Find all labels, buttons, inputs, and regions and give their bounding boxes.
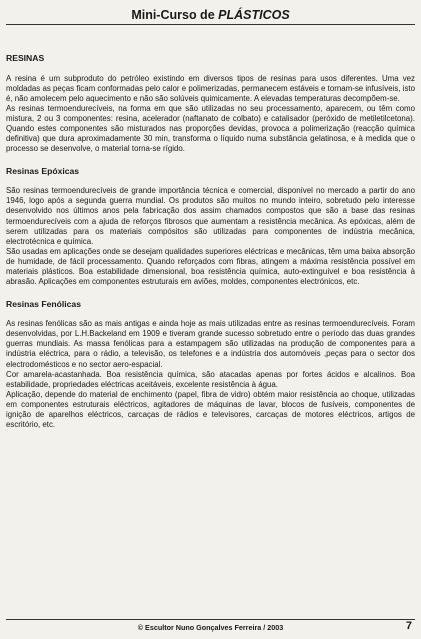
paragraph: As resinas fenólicas são as mais antigas e ainda hoje as mais utilizadas entre as resinas termoendurecíveis. Foram desenvolvidas, por L.H.Backeland em 1909 e tiveram grande sucesso sobretudo entre o período das duas grandes guerras mundiais. As massa fenólicas para a estampagem são utilizadas na produção de componentes para a indústria eléctrica, para o rádio, a televisão, os telefones e a indústria dos automóveis ,peças para o sector dos electrodomésticos e no sector aero-espacial. bbox=[6, 319, 415, 369]
paragraph: São resinas termoendurecíveis de grande importância técnica e comercial, disponível no mercado a partir do ano 1946, logo após a segunda guerra mundial. Os produtos são muitos no mundo inteiro, sobretudo pelo interesse desenvolvido nos últimos anos pela fabricação dos assim chamados compostos que são a base das resinas termoendurecíveis com a ajuda de reforços fibrosos que aumentam a resistência mecânica. As epóxicas, além de serem utilizadas para os materiais compósitos são utilizadas para componentes de indústria mecânica, electrotécnica e química. bbox=[6, 186, 415, 246]
paragraph: São usadas em aplicações onde se desejam qualidades superiores eléctricas e mecânicas, têm uma baixa absorção de humidade, de fácil processamento. Quando reforçados com fibras, atingem a máxima resistência possível em materiais plásticos. Boa estabilidade dimensional, boa resistência química, auto-extinguível e boa resistência à abrasão. Aplicações em componentes estruturais em aviões, moldes, componentes electrónicos, etc. bbox=[6, 246, 415, 286]
section-resinas bbox=[6, 53, 415, 154]
header-rule bbox=[6, 24, 415, 25]
section-resinas-fenolicas bbox=[6, 299, 415, 430]
footer-rule bbox=[6, 619, 415, 620]
header-title-prefix: Mini-Curso de bbox=[131, 8, 219, 22]
section-heading: RESINAS bbox=[6, 53, 45, 63]
header-title-emphasis: PLÁSTICOS bbox=[218, 8, 290, 22]
section-resinas-epoxicas bbox=[6, 166, 415, 287]
paragraph: Cor amarela-acastanhada. Boa resistência química, são atacadas apenas por fortes ácidos e alcalinos. Boa estabilidade, propriedades eléctricas aceitáveis, excelente resistência à água. bbox=[6, 369, 415, 389]
page-header bbox=[0, 8, 421, 22]
section-heading: Resinas Fenólicas bbox=[6, 298, 81, 309]
document-body bbox=[6, 53, 415, 430]
page-number: 7 bbox=[405, 620, 412, 632]
paragraph: A resina é um subproduto do petróleo existindo em diversos tipos de resinas para usos diferentes. Uma vez moldadas as peças ficam conformadas pelo calor e polimerizadas, permanecem estáveis e tornam-se infusíveis, isto é, não amolecem pelo aquecimento e não são solúveis quimicamente. A elevadas temperaturas decompõem-se. bbox=[6, 73, 415, 103]
paragraph: Aplicação, depende do material de enchimento (papel, fibra de vidro) obtém maior resistência ao choque, utilizadas em componentes estruturais eléctricos, agitadores de máquinas de lavar, blocos de fusíveis, componentes de ignição de aparelhos eléctricos, carcaças de rádios e televisores, carcaças de motores eléctricos, artigos de escritório, etc. bbox=[6, 389, 415, 429]
paragraph: As resinas termoendurecíveis, na forma em que são utilizadas no seu processamento, aparecem, ou têm como mistura, 2 ou 3 componentes: resina, acelerador (naftanato de colbato) e catalisador (peróxido de metiletilcetona). Quando estes componentes são misturados nas proporções devidas, provoca a polimerização (reacção química definitiva) que dura aproximadamente 30 min, transforma o líquido numa substância gelatinosa, e à medida que o processo se desenvolve, o material torna-se rígido. bbox=[6, 103, 415, 153]
section-heading: Resinas Epóxicas bbox=[6, 165, 80, 176]
footer-copyright: © Escultor Nuno Gonçalves Ferreira / 2003 bbox=[137, 623, 284, 632]
